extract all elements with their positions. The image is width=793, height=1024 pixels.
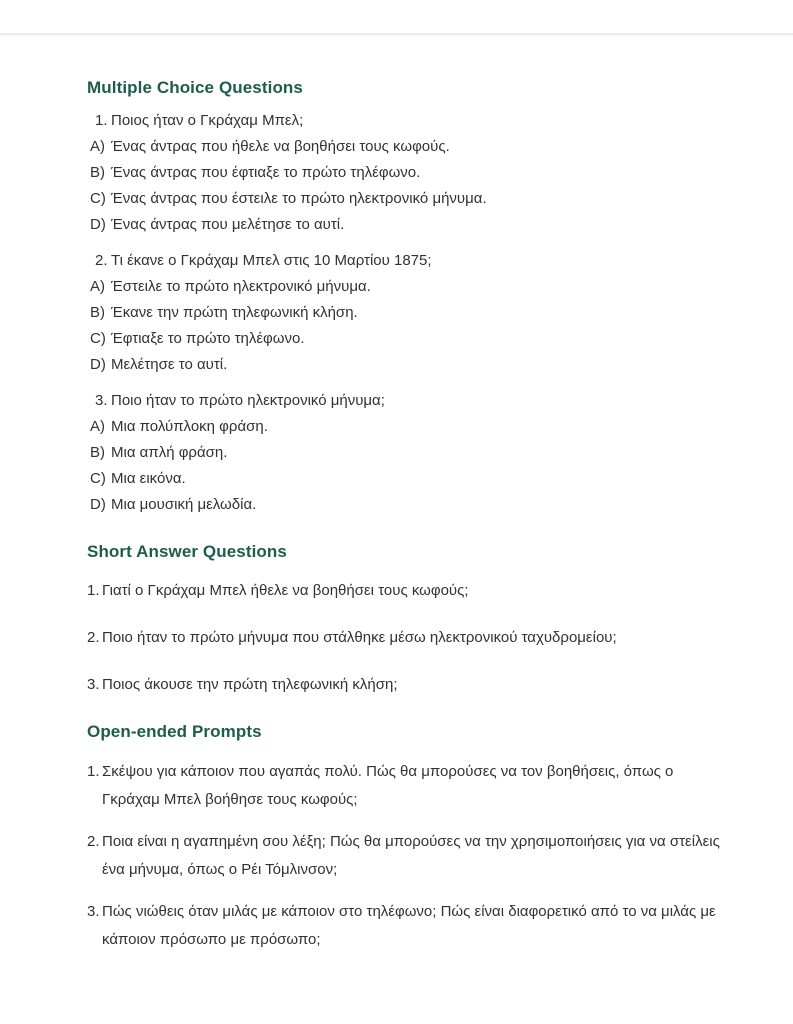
question-text: Ποια είναι η αγαπημένη σου λέξη; Πώς θα μπορούσες να την χρησιμοποιήσεις για να στείλεις ένα μήνυμα, όπως ο Ρέι Τόμλινσον;: [102, 833, 720, 878]
option-text: Ένας άντρας που έστειλε το πρώτο ηλεκτρονικό μήνυμα.: [111, 190, 487, 207]
mc-question: [87, 388, 723, 414]
mc-option: [87, 492, 723, 518]
option-text: Μια εικόνα.: [111, 470, 186, 487]
question-text: Ποιο ήταν το πρώτο ηλεκτρονικό μήνυμα;: [111, 392, 385, 409]
option-label: A): [90, 418, 105, 435]
mc-question: [87, 248, 723, 274]
option-text: Έστειλε το πρώτο ηλεκτρονικό μήνυμα.: [111, 278, 371, 295]
mc-question: [87, 108, 723, 134]
question-number: 1.: [95, 112, 108, 129]
option-text: Ένας άντρας που έφτιαξε το πρώτο τηλέφωνο.: [111, 164, 421, 181]
mc-option: [87, 134, 723, 160]
section-heading-open-ended: Open-ended Prompts: [87, 722, 262, 741]
multiple-choice-section: [87, 78, 723, 518]
mc-option: [87, 160, 723, 186]
option-text: Μια μουσική μελωδία.: [111, 496, 257, 513]
option-text: Ένας άντρας που ήθελε να βοηθήσει τους κωφούς.: [111, 138, 450, 155]
section-heading-short-answer: Short Answer Questions: [87, 542, 287, 561]
option-label: A): [90, 278, 105, 295]
question-number: 3.: [95, 392, 108, 409]
question-text: Ποιος άκουσε την πρώτη τηλεφωνική κλήση;: [102, 676, 398, 693]
question-number: 2.: [95, 252, 108, 269]
mc-option: [87, 352, 723, 378]
section-heading-multiple-choice: Multiple Choice Questions: [87, 78, 303, 97]
mc-option: [87, 300, 723, 326]
question-text: Γιατί ο Γκράχαμ Μπελ ήθελε να βοηθήσει τους κωφούς;: [102, 582, 469, 599]
option-label: D): [90, 496, 106, 513]
option-label: A): [90, 138, 105, 155]
option-label: B): [90, 164, 105, 181]
option-text: Έκανε την πρώτη τηλεφωνική κλήση.: [111, 304, 358, 321]
question-number: 3.: [87, 903, 100, 920]
question-text: Πώς νιώθεις όταν μιλάς με κάποιον στο τηλέφωνο; Πώς είναι διαφορετικό από το να μιλάς με κάποιον πρόσωπο με πρόσωπο;: [102, 903, 716, 948]
short-answer-question: [87, 625, 723, 651]
open-ended-prompt: [87, 828, 723, 884]
short-answer-question: [87, 578, 723, 604]
short-answer-section: [87, 542, 723, 698]
question-number: 1.: [87, 582, 100, 599]
option-text: Ένας άντρας που μελέτησε το αυτί.: [111, 216, 345, 233]
short-answer-question: [87, 672, 723, 698]
mc-option: [87, 212, 723, 238]
mc-question-block-1: [87, 108, 723, 238]
option-label: D): [90, 216, 106, 233]
question-text: Τι έκανε ο Γκράχαμ Μπελ στις 10 Μαρτίου 1875;: [111, 252, 432, 269]
question-number: 2.: [87, 833, 100, 850]
mc-question-block-3: [87, 388, 723, 518]
mc-option: [87, 186, 723, 212]
option-text: Έφτιαξε το πρώτο τηλέφωνο.: [111, 330, 305, 347]
question-number: 2.: [87, 629, 100, 646]
mc-option: [87, 326, 723, 352]
option-label: B): [90, 304, 105, 321]
question-number: 3.: [87, 676, 100, 693]
open-ended-prompt: [87, 898, 723, 954]
option-text: Μια απλή φράση.: [111, 444, 228, 461]
option-label: B): [90, 444, 105, 461]
question-text: Σκέψου για κάποιον που αγαπάς πολύ. Πώς θα μπορούσες να τον βοηθήσεις, όπως ο Γκράχαμ Μπελ βοήθησε τους κωφούς;: [102, 763, 674, 808]
mc-question-block-2: [87, 248, 723, 378]
question-number: 1.: [87, 763, 100, 780]
mc-option: [87, 274, 723, 300]
mc-option: [87, 466, 723, 492]
question-text: Ποιος ήταν ο Γκράχαμ Μπελ;: [111, 112, 304, 129]
open-ended-section: [87, 722, 723, 954]
option-label: C): [90, 190, 106, 207]
option-text: Μια πολύπλοκη φράση.: [111, 418, 268, 435]
option-text: Μελέτησε το αυτί.: [111, 356, 228, 373]
open-ended-prompt: [87, 758, 723, 814]
option-label: C): [90, 330, 106, 347]
question-text: Ποιο ήταν το πρώτο μήνυμα που στάλθηκε μέσω ηλεκτρονικού ταχυδρομείου;: [102, 629, 617, 646]
mc-option: [87, 414, 723, 440]
mc-option: [87, 440, 723, 466]
option-label: C): [90, 470, 106, 487]
option-label: D): [90, 356, 106, 373]
